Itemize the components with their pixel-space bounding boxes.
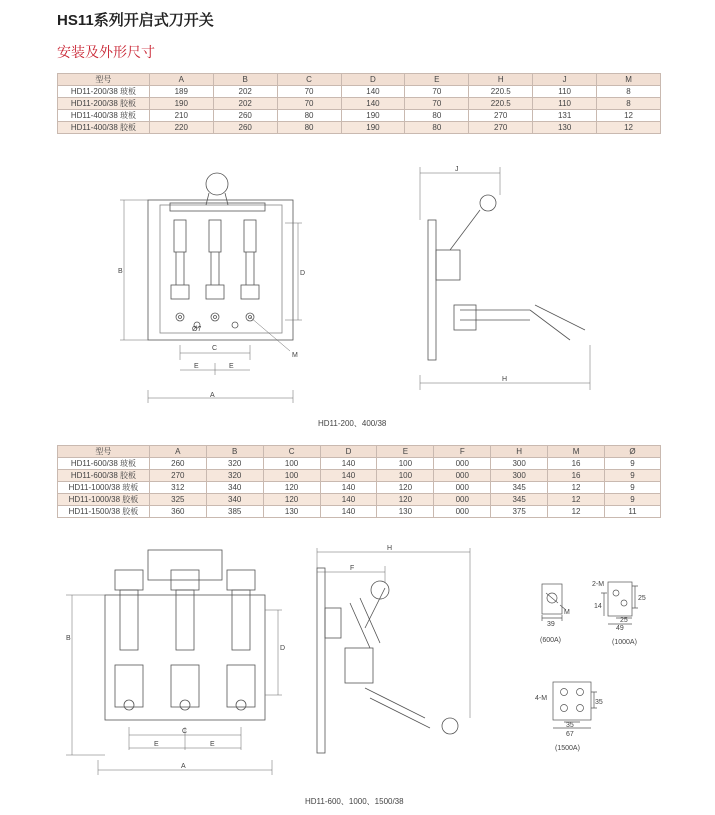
table-cell: 210	[149, 110, 213, 122]
table-cell: 140	[320, 482, 377, 494]
detail-dim: 49	[616, 625, 624, 632]
front-view-drawing-600-1500	[60, 545, 290, 775]
table-cell: 110	[533, 98, 597, 110]
column-header: H	[491, 446, 548, 458]
table-cell: 100	[377, 458, 434, 470]
side-view-drawing-600-1500	[305, 545, 485, 763]
table-row	[58, 506, 661, 518]
detail-1500a	[535, 680, 605, 755]
column-header: M	[597, 74, 661, 86]
table-cell: 12	[597, 122, 661, 134]
table-cell: 270	[469, 122, 533, 134]
dim-label-hole: Ø7	[192, 326, 202, 333]
table-cell: 202	[213, 86, 277, 98]
table-cell: 80	[405, 110, 469, 122]
table-cell: 190	[341, 122, 405, 134]
column-header: H	[469, 74, 533, 86]
table-cell: 220.5	[469, 86, 533, 98]
table-cell: 190	[341, 110, 405, 122]
column-header: Ø	[604, 446, 660, 458]
column-header: E	[405, 74, 469, 86]
table-row	[58, 494, 661, 506]
table-cell: 345	[491, 494, 548, 506]
table-row	[58, 458, 661, 470]
detail-dim: 2-M	[592, 581, 605, 588]
table-cell: 130	[263, 506, 320, 518]
column-header: D	[341, 74, 405, 86]
table-cell: 270	[149, 470, 206, 482]
table-row	[58, 110, 661, 122]
table-cell: 325	[149, 494, 206, 506]
table-cell: 260	[213, 110, 277, 122]
table-row	[58, 470, 661, 482]
switch-pole-left	[115, 570, 143, 710]
switch-pole-left	[171, 220, 189, 321]
table-cell: HD11-200/38 玻板	[58, 86, 150, 98]
table-cell: HD11-1000/38 玻板	[58, 482, 150, 494]
dim-label-j: J	[455, 166, 459, 173]
table-cell: 11	[604, 506, 660, 518]
detail-dim: 67	[566, 731, 574, 738]
table-cell: 140	[320, 470, 377, 482]
dim-label-e: E	[154, 741, 159, 748]
drawing-caption: HD11-600、1000、1500/38	[305, 797, 404, 806]
table-cell: 000	[434, 506, 491, 518]
table-cell: 190	[149, 98, 213, 110]
detail-label: (1500A)	[555, 745, 580, 752]
detail-1000a	[590, 578, 650, 650]
table-cell: 70	[277, 86, 341, 98]
column-header: F	[434, 446, 491, 458]
table-cell: 130	[533, 122, 597, 134]
table-cell: 12	[548, 482, 605, 494]
table-cell: 8	[597, 86, 661, 98]
table-cell: 131	[533, 110, 597, 122]
column-header: M	[548, 446, 605, 458]
table-cell: 260	[213, 122, 277, 134]
column-header: D	[320, 446, 377, 458]
dim-label-f: F	[350, 565, 355, 572]
table-cell: 220	[149, 122, 213, 134]
table-cell: HD11-600/38 玻板	[58, 458, 150, 470]
table-cell: 340	[206, 482, 263, 494]
detail-dim: 39	[547, 621, 555, 628]
detail-dim: 4-M	[535, 695, 548, 702]
table-cell: 120	[263, 482, 320, 494]
table-cell: 300	[491, 470, 548, 482]
table-cell: 340	[206, 494, 263, 506]
table-cell: 16	[548, 470, 605, 482]
table-header-row	[58, 74, 661, 86]
table-cell: HD11-200/38 胶板	[58, 98, 150, 110]
table-cell: 12	[548, 506, 605, 518]
dim-label-e: E	[210, 741, 215, 748]
table-cell: 100	[263, 470, 320, 482]
column-header: A	[149, 446, 206, 458]
dimension-table-600-1500	[57, 445, 661, 518]
table-cell: 220.5	[469, 98, 533, 110]
table-cell: 110	[533, 86, 597, 98]
table-cell: 202	[213, 98, 277, 110]
dim-label-b: B	[118, 268, 123, 275]
dim-label-c: C	[182, 728, 188, 735]
front-view-drawing-200-400	[110, 165, 320, 405]
column-header: C	[277, 74, 341, 86]
switch-pole-middle	[171, 570, 199, 710]
table-cell: 320	[206, 458, 263, 470]
dim-label-c: C	[212, 345, 218, 352]
table-cell: 12	[597, 110, 661, 122]
switch-pole-right	[241, 220, 259, 321]
table-row	[58, 98, 661, 110]
table-cell: HD11-400/38 玻板	[58, 110, 150, 122]
dim-label-m: M	[292, 352, 298, 359]
dimension-table-200-400	[57, 73, 661, 134]
table-cell: 12	[548, 494, 605, 506]
table-row	[58, 86, 661, 98]
table-row	[58, 122, 661, 134]
table-cell: 260	[149, 458, 206, 470]
table-cell: HD11-400/38 胶板	[58, 122, 150, 134]
detail-dim: 25	[638, 595, 646, 602]
table-cell: 70	[405, 98, 469, 110]
detail-dim: 25	[620, 617, 628, 624]
table-cell: 100	[263, 458, 320, 470]
column-header: C	[263, 446, 320, 458]
table-header-row	[58, 446, 661, 458]
column-header: J	[533, 74, 597, 86]
table-cell: HD11-1000/38 胶板	[58, 494, 150, 506]
detail-dim: 35	[566, 722, 574, 729]
dim-label-e: E	[194, 363, 199, 370]
dim-label-d: D	[280, 645, 286, 652]
table-cell: 385	[206, 506, 263, 518]
table-cell: 320	[206, 470, 263, 482]
table-cell: 000	[434, 482, 491, 494]
side-view-drawing-200-400	[410, 165, 605, 395]
table-row	[58, 482, 661, 494]
table-cell: 375	[491, 506, 548, 518]
table-cell: 140	[341, 98, 405, 110]
column-header: B	[206, 446, 263, 458]
table-cell: HD11-600/38 胶板	[58, 470, 150, 482]
column-header: 型号	[58, 446, 150, 458]
column-header: A	[149, 74, 213, 86]
table-cell: 140	[341, 86, 405, 98]
dim-label-h: H	[502, 376, 508, 383]
table-cell: 16	[548, 458, 605, 470]
table-cell: 120	[377, 494, 434, 506]
table-cell: 120	[263, 494, 320, 506]
column-header: 型号	[58, 74, 150, 86]
table-cell: 140	[320, 494, 377, 506]
table-cell: 000	[434, 470, 491, 482]
table-cell: 000	[434, 494, 491, 506]
section-subtitle: 安装及外形尺寸	[57, 44, 155, 60]
table-cell: 80	[405, 122, 469, 134]
switch-pole-right	[227, 570, 255, 710]
table-cell: 8	[597, 98, 661, 110]
table-cell: 360	[149, 506, 206, 518]
table-cell: 140	[320, 506, 377, 518]
table-cell: 140	[320, 458, 377, 470]
dim-label-b: B	[66, 635, 71, 642]
switch-pole-middle	[206, 220, 224, 321]
table-cell: 70	[277, 98, 341, 110]
table-cell: 80	[277, 110, 341, 122]
dim-label-a: A	[210, 392, 215, 399]
dim-label-a: A	[181, 763, 186, 770]
table-cell: 9	[604, 494, 660, 506]
detail-600a	[538, 580, 588, 650]
table-cell: 9	[604, 458, 660, 470]
column-header: B	[213, 74, 277, 86]
table-cell: 9	[604, 470, 660, 482]
table-cell: 120	[377, 482, 434, 494]
dim-label-h: H	[387, 545, 393, 552]
detail-dim: M	[564, 609, 570, 616]
detail-dim: 14	[594, 603, 602, 610]
page-title: HS11系列开启式刀开关	[57, 12, 214, 29]
table-cell: 130	[377, 506, 434, 518]
detail-label: (600A)	[540, 637, 562, 644]
table-cell: 000	[434, 458, 491, 470]
table-cell: 100	[377, 470, 434, 482]
detail-dim: 35	[595, 699, 603, 706]
table-cell: 70	[405, 86, 469, 98]
table-cell: HD11-1500/38 胶板	[58, 506, 150, 518]
table-cell: 9	[604, 482, 660, 494]
column-header: E	[377, 446, 434, 458]
dim-label-e: E	[229, 363, 234, 370]
table-cell: 312	[149, 482, 206, 494]
table-cell: 189	[149, 86, 213, 98]
detail-label: (1000A)	[612, 639, 637, 646]
table-cell: 300	[491, 458, 548, 470]
dim-label-d: D	[300, 270, 306, 277]
table-cell: 270	[469, 110, 533, 122]
drawing-caption: HD11-200、400/38	[318, 419, 387, 428]
table-cell: 345	[491, 482, 548, 494]
table-cell: 80	[277, 122, 341, 134]
